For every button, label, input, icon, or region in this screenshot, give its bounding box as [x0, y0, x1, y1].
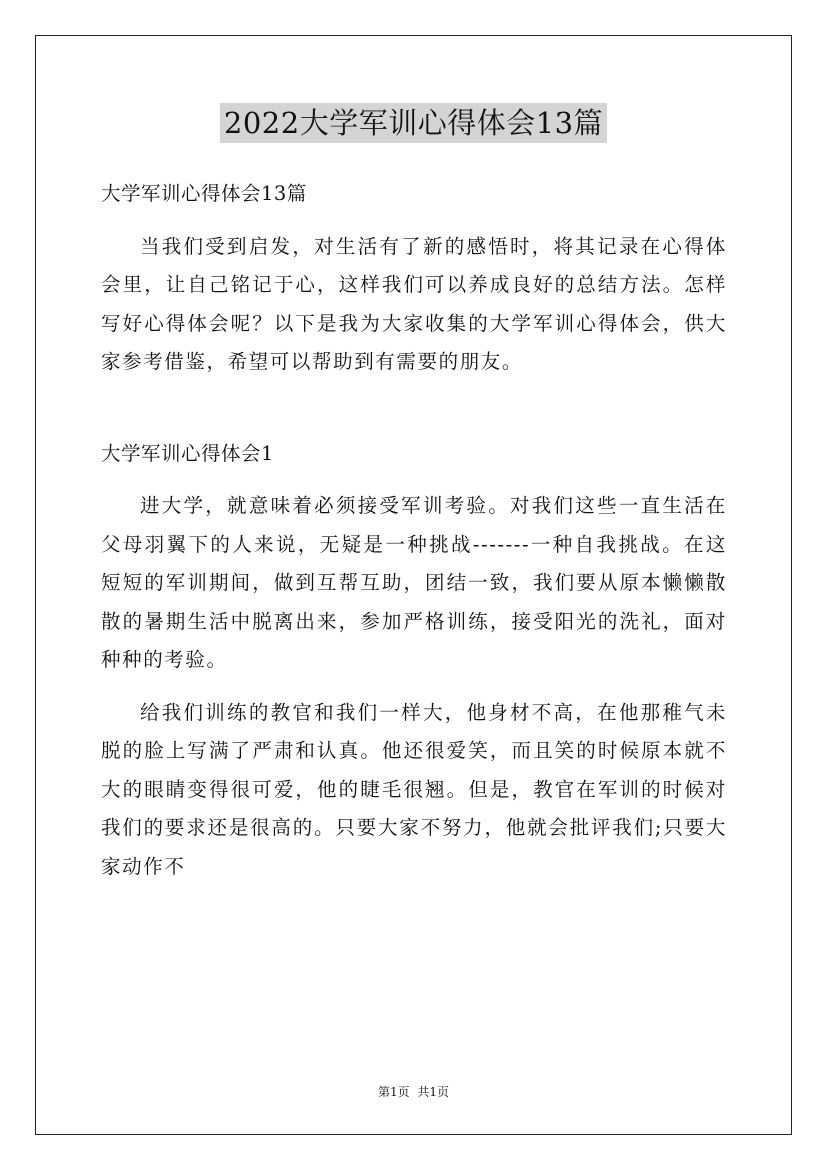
- document-title: 2022大学军训心得体会13篇: [220, 103, 607, 143]
- intro-paragraph: 当我们受到启发，对生活有了新的感悟时，将其记录在心得体会里，让自己铭记于心，这样我们可以养成良好的总结方法。怎样写好心得体会呢？以下是我为大家收集的大学军训心得体会，供大家参考借鉴，希望可以帮助到有需要的朋友。: [101, 234, 727, 373]
- spacer: [101, 473, 727, 487]
- document-body: [101, 175, 727, 886]
- section1-paragraph-2: 给我们训练的教官和我们一样大，他身材不高，在他那稚气未脱的脸上写满了严肃和认真。他还很爱笑，而且笑的时候原本就不大的眼睛变得很可爱，他的睫毛很翘。但是，教官在军训的时候对我们的要求还是很高的。只要大家不努力，他就会批评我们;只要大家动作不: [101, 700, 727, 878]
- page-total: 共1页: [417, 1085, 450, 1099]
- section1-paragraph-1: 进大学，就意味着必须接受军训考验。对我们这些一直生活在父母羽翼下的人来说，无疑是一种挑战-------一种自我挑战。在这短短的军训期间，做到互帮互助，团结一致，我们要从原本懒懒散散的暑期生活中脱离出来，参加严格训练，接受阳光的洗礼，面对种种的考验。: [101, 494, 727, 671]
- section1-heading: 大学军训心得体会1: [101, 441, 274, 465]
- page-footer: [0, 1083, 827, 1100]
- spacer: [101, 680, 727, 694]
- spacer: [101, 382, 727, 435]
- intro-heading: 大学军训心得体会13篇: [101, 182, 307, 205]
- title-container: [0, 103, 827, 143]
- spacer: [101, 214, 727, 228]
- page-number: 第1页: [377, 1085, 410, 1099]
